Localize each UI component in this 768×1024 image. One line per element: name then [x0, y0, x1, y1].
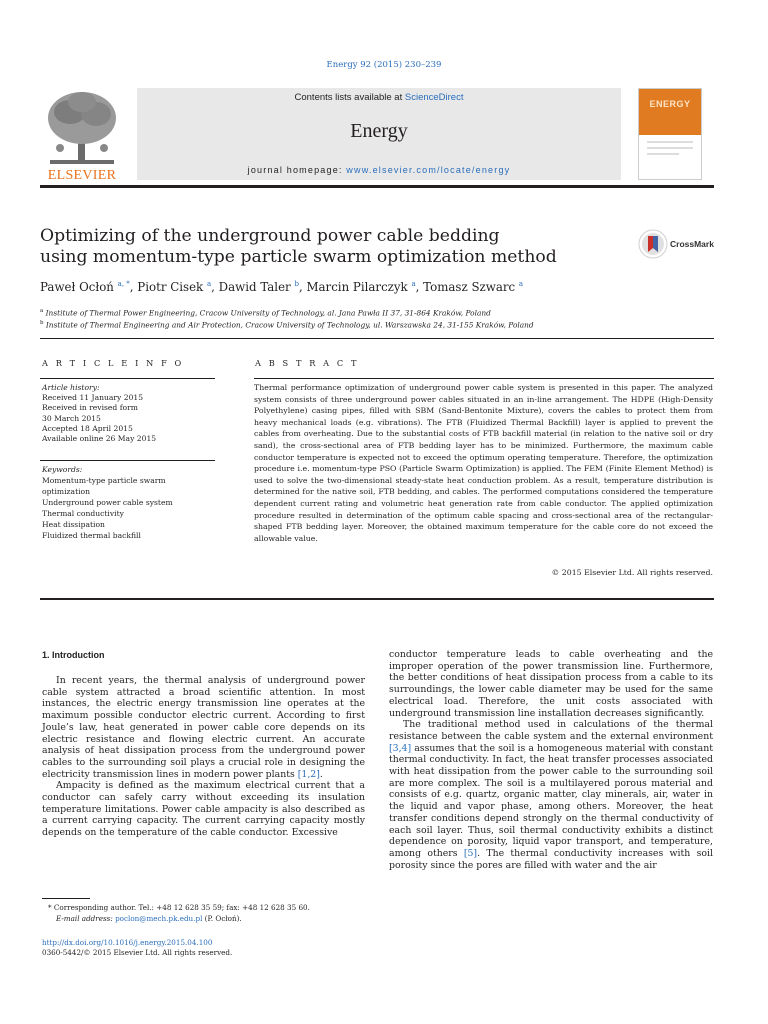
body-column-right [389, 649, 713, 871]
history-item: Received in revised form [42, 403, 138, 413]
affiliation-list [40, 306, 720, 331]
author-affiliation-marker[interactable]: a [206, 280, 212, 289]
affiliation-text: Institute of Thermal Engineering and Air Protection, Cracow University of Technology, ul. Warszawska 24, 31-155 Kraków, Poland [45, 320, 534, 330]
footnote-rule [42, 898, 90, 899]
paragraph-text: assumes that the soil is a homogeneous material with constant thermal conductivity. In fact, the heat transfer processes associated with heat dissipation from the power cable to the surrounding soil are more complex. The soil is a multilayered porous material and consists of e.g. quartz, organic matter, clay minerals, air, water in the liquid and vapor phase, among others. Moreover, the heat transfer conditions depend strongly on the thermal conductivity of each soil layer. Thus, soil thermal conductivity exhibits a distinct dependence on porosity, liquid vapor transport, and temperature, among others [389, 742, 713, 859]
paragraph-text: In recent years, the thermal analysis of underground power cable system attracted a broad scientific attention. In most instances, the electric energy transmission line operates at the maximum possible conductor electric current. According to first Joule’s law, heat generated in power cable core depends on its electric resistance and flowing electric current. An accurate analysis of heat dissipation process from the underground power cables to the surrounding soil plays a crucial role in designing the electricity transmission lines in modern power plants [42, 675, 365, 780]
elsevier-tree-icon [40, 88, 124, 166]
journal-homepage-link[interactable]: www.elsevier.com/locate/energy [346, 165, 511, 175]
citation-link[interactable]: [1,2] [297, 768, 320, 780]
email-link[interactable]: poclon@mech.pk.edu.pl [115, 913, 203, 923]
issn-line: 0360-5442/© 2015 Elsevier Ltd. All rights reserved. [42, 948, 233, 957]
abstract-copyright: © 2015 Elsevier Ltd. All rights reserved. [551, 568, 713, 577]
cover-title: ENERGY [649, 99, 691, 109]
crossmark-label: CrossMark [670, 239, 714, 249]
doi-block [42, 938, 362, 958]
doi-link[interactable]: http://dx.doi.org/10.1016/j.energy.2015.04.100 [42, 938, 213, 947]
abstract-rule [254, 378, 714, 379]
crossmark-icon [638, 229, 668, 259]
citation-link[interactable]: [3,4] [389, 742, 412, 754]
paragraph-text: . [319, 768, 323, 780]
paragraph-text: The traditional method used in calculations of the thermal resistance between the cable system and the external environment [389, 719, 713, 742]
journal-reference-link[interactable]: Energy 92 (2015) 230–239 [326, 60, 442, 70]
affiliation-marker: b [40, 320, 44, 327]
keywords-rule [40, 460, 215, 461]
author-name: Marcin Pilarczyk [306, 280, 408, 294]
citation-link[interactable]: [5] [463, 847, 478, 859]
history-item: Available online 26 May 2015 [42, 434, 157, 444]
author-name: Dawid Taler [218, 280, 291, 294]
title-line-1: Optimizing of the underground power cable bedding [40, 226, 500, 246]
article-info-rule [40, 378, 215, 379]
keywords-list [42, 464, 214, 541]
header-rule [40, 185, 714, 188]
author-list: Paweł Ocłoń $^{a, *}$, Piotr Cisek $^a$, Dawid Taler $^b$, Marcin Pilarczyk $^a$, Tomasz Szwarc $^a$ [40, 280, 524, 294]
footnote-star: * [48, 903, 52, 912]
affiliation-marker: a [40, 308, 44, 314]
keyword-item: Underground power cable system [42, 498, 173, 507]
paragraph-text: . The thermal conductivity increases with soil porosity since the pores are filled with water and the air [389, 847, 713, 871]
history-item: 30 March 2015 [42, 413, 101, 423]
author-affiliation-marker[interactable]: a [518, 280, 524, 289]
title-line-2: using momentum-type particle swarm optimization method [40, 247, 557, 267]
email-label: E-mail address: [56, 913, 116, 923]
journal-homepage-line [137, 165, 621, 175]
author-affiliation-marker[interactable]: b [294, 280, 299, 289]
publisher-name: ELSEVIER [47, 168, 117, 183]
contents-prefix: Contents lists available at [294, 92, 405, 103]
body-paragraph: conductor temperature leads to cable overheating and the improper operation of the power transmission line. Furthermore, the better conditions of heat dissipation process from a cable to its surroundings, the lower cable diameter may be used for the same electrical load. Therefore, the unit costs associated with underground transmission line installation decreases significantly. [389, 649, 713, 719]
footnote [48, 903, 368, 924]
homepage-prefix: journal homepage: [247, 165, 347, 175]
article-title [40, 226, 600, 268]
journal-title: Energy [350, 120, 408, 142]
email-suffix: (P. Ocłoń). [202, 913, 242, 923]
journal-cover-thumbnail[interactable] [638, 88, 702, 180]
corresponding-author-text: Corresponding author. Tel.: +48 12 628 35 59; fax: +48 12 628 35 60. [53, 903, 310, 912]
keyword-item: Thermal conductivity [42, 509, 124, 518]
keyword-item: Heat dissipation [42, 520, 105, 529]
email-line [48, 914, 368, 925]
history-label: Article history: [42, 383, 100, 392]
body-column-left [42, 675, 365, 839]
affiliation-item [40, 318, 720, 330]
history-item: Received 11 January 2015 [42, 393, 144, 403]
history-item: Accepted 18 April 2015 [42, 423, 133, 433]
author-name: Tomasz Szwarc [423, 280, 516, 294]
body-paragraph [42, 675, 365, 780]
cover-banner [639, 89, 701, 135]
author-name: Paweł Ocłoń [40, 280, 114, 294]
affiliation-text: Institute of Thermal Power Engineering, Cracow University of Technology, al. Jana Pawła II 37, 31-864 Kraków, Poland [45, 308, 491, 318]
cover-text-lines [647, 141, 693, 159]
abstract-heading: A B S T R A C T [255, 358, 360, 368]
sciencedirect-link[interactable]: ScienceDirect [404, 92, 464, 103]
affiliation-item [40, 306, 720, 318]
keyword-item: Fluidized thermal backfill [42, 531, 141, 540]
corresponding-author-note [48, 903, 368, 914]
author-affiliation-marker[interactable]: a [411, 280, 416, 289]
body-paragraph: Ampacity is defined as the maximum electrical current that a conductor can safely carry without exceeding its insulation temperature limitations. Power cable ampacity is also described as a current carrying capacity. The current carrying capacity mostly depends on the temperature of the cable conductor. Excessive [42, 780, 365, 839]
keyword-item: Momentum-type particle swarm [42, 476, 166, 485]
section-heading: 1. Introduction [42, 650, 105, 660]
keywords-label: Keywords: [42, 465, 83, 474]
keyword-item: optimization [42, 487, 91, 496]
elsevier-logo [40, 88, 124, 184]
article-info-heading: A R T I C L E I N F O [42, 358, 184, 368]
body-paragraph [389, 719, 713, 871]
author-name: Piotr Cisek [137, 280, 204, 294]
author-affiliation-marker[interactable]: a, * [117, 280, 130, 289]
title-rule [40, 338, 714, 339]
abstract-bottom-rule [40, 598, 714, 600]
contents-available-line [137, 92, 621, 103]
journal-header-band [137, 88, 621, 180]
crossmark-badge[interactable] [638, 229, 720, 259]
abstract-text: Thermal performance optimization of underground power cable system is presented in this paper. The analyzed system consists of three underground power cables situated in an in-line arrangement. The HDPE (High-Density Polyethylene) casing pipes, filled with SBM (Sand-Bentonite Mixture), covers the cables to protect them from heavy mechanical loads (e.g. vibrations). The FTB (Fluidized Thermal Backfill) layer is applied to prevent the cables from overheating. Due to the substantial costs of FTB backfill material (in relation to the native soil or dry sand), the cross-sectional area of FTB bedding layer has to be minimized. Furthermore, the maximum cable conductor temperature is expected not to exceed the optimum operating temperature. Therefore, the optimization procedure i.e. momentum-type PSO (Particle Swarm Optimization) is applied. The FEM (Finite Element Method) is used to solve the two-dimensional steady-state heat conduction problem. As a result, temperature distribution is determined for the native soil, FTB bedding, and cables. The performed computations considered the temperature dependent current rating and volumetric heat generation rate from cable conductor. The applied optimization procedure resulted in determination of the optimum cable spacing and cross-sectional area of the rectangular-shaped FTB bedding layer. Moreover, the obtained maximum temperature for the cable core do not exceed the allowable value. [254, 383, 713, 543]
article-history [42, 383, 214, 444]
